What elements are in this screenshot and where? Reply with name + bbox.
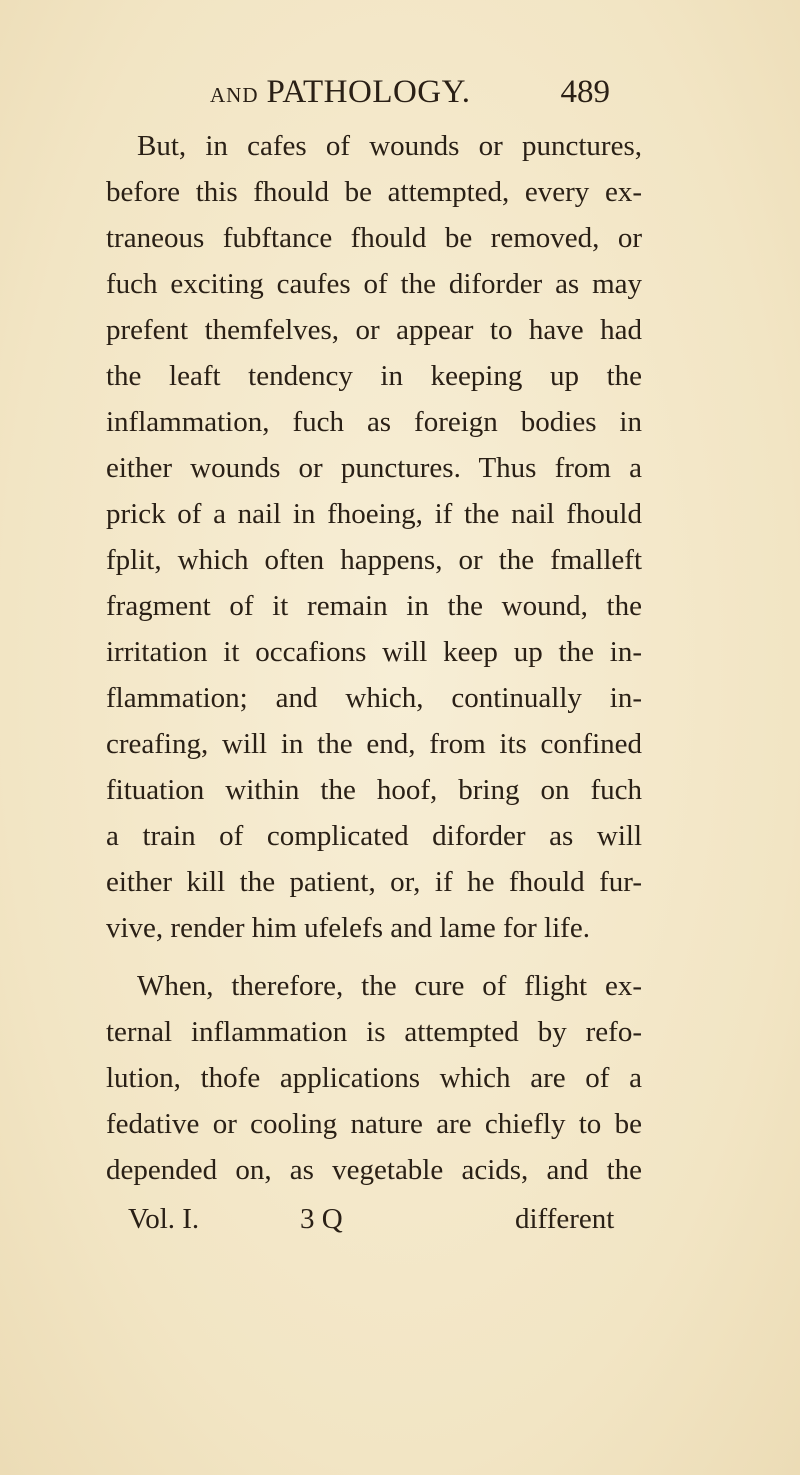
text-line: fituation within the hoof, bring on fuch xyxy=(106,774,642,806)
header-prefix: AND xyxy=(210,83,259,107)
text-line: When, therefore, the cure of flight ex- xyxy=(137,970,642,1002)
text-line: before this fhould be attempted, every ex- xyxy=(106,176,642,208)
catchword: different xyxy=(515,1203,615,1235)
text-line: irritation it occafions will keep up the in- xyxy=(106,636,642,668)
text-line: fplit, which often happens, or the fmalleft xyxy=(106,544,642,576)
text-line: fragment of it remain in the wound, the xyxy=(106,590,642,622)
text-line: prefent themfelves, or appear to have had xyxy=(106,314,642,346)
text-line: traneous fubftance fhould be removed, or xyxy=(106,222,642,254)
text-line: creafing, will in the end, from its confined xyxy=(106,728,642,760)
text-line: fedative or cooling nature are chiefly to be xyxy=(106,1108,642,1140)
text-line: flammation; and which, continually in- xyxy=(106,682,642,714)
page-footer xyxy=(0,1203,800,1251)
page-number: 489 xyxy=(560,74,610,110)
text-line: depended on, as vegetable acids, and the xyxy=(106,1154,642,1186)
header-title xyxy=(210,74,470,111)
text-line: lution, thofe applications which are of a xyxy=(106,1062,642,1094)
header-title-text: PATHOLOGY. xyxy=(266,74,471,110)
text-line: vive, render him ufelefs and lame for life. xyxy=(106,912,590,944)
text-line: either kill the patient, or, if he fhould fur- xyxy=(106,866,642,898)
volume-label: Vol. I. xyxy=(128,1203,200,1235)
text-line: fuch exciting caufes of the diforder as may xyxy=(106,268,642,300)
text-line: either wounds or punctures. Thus from a xyxy=(106,452,642,484)
text-line: ternal inflammation is attempted by refo- xyxy=(106,1016,642,1048)
text-line: inflammation, fuch as foreign bodies in xyxy=(106,406,642,438)
text-line: But, in cafes of wounds or punctures, xyxy=(137,130,642,162)
text-line: a train of complicated diforder as will xyxy=(106,820,642,852)
text-line: the leaft tendency in keeping up the xyxy=(106,360,642,392)
text-line: prick of a nail in fhoeing, if the nail fhould xyxy=(106,498,642,530)
signature-mark: 3 Q xyxy=(300,1203,343,1235)
running-header xyxy=(210,70,630,120)
